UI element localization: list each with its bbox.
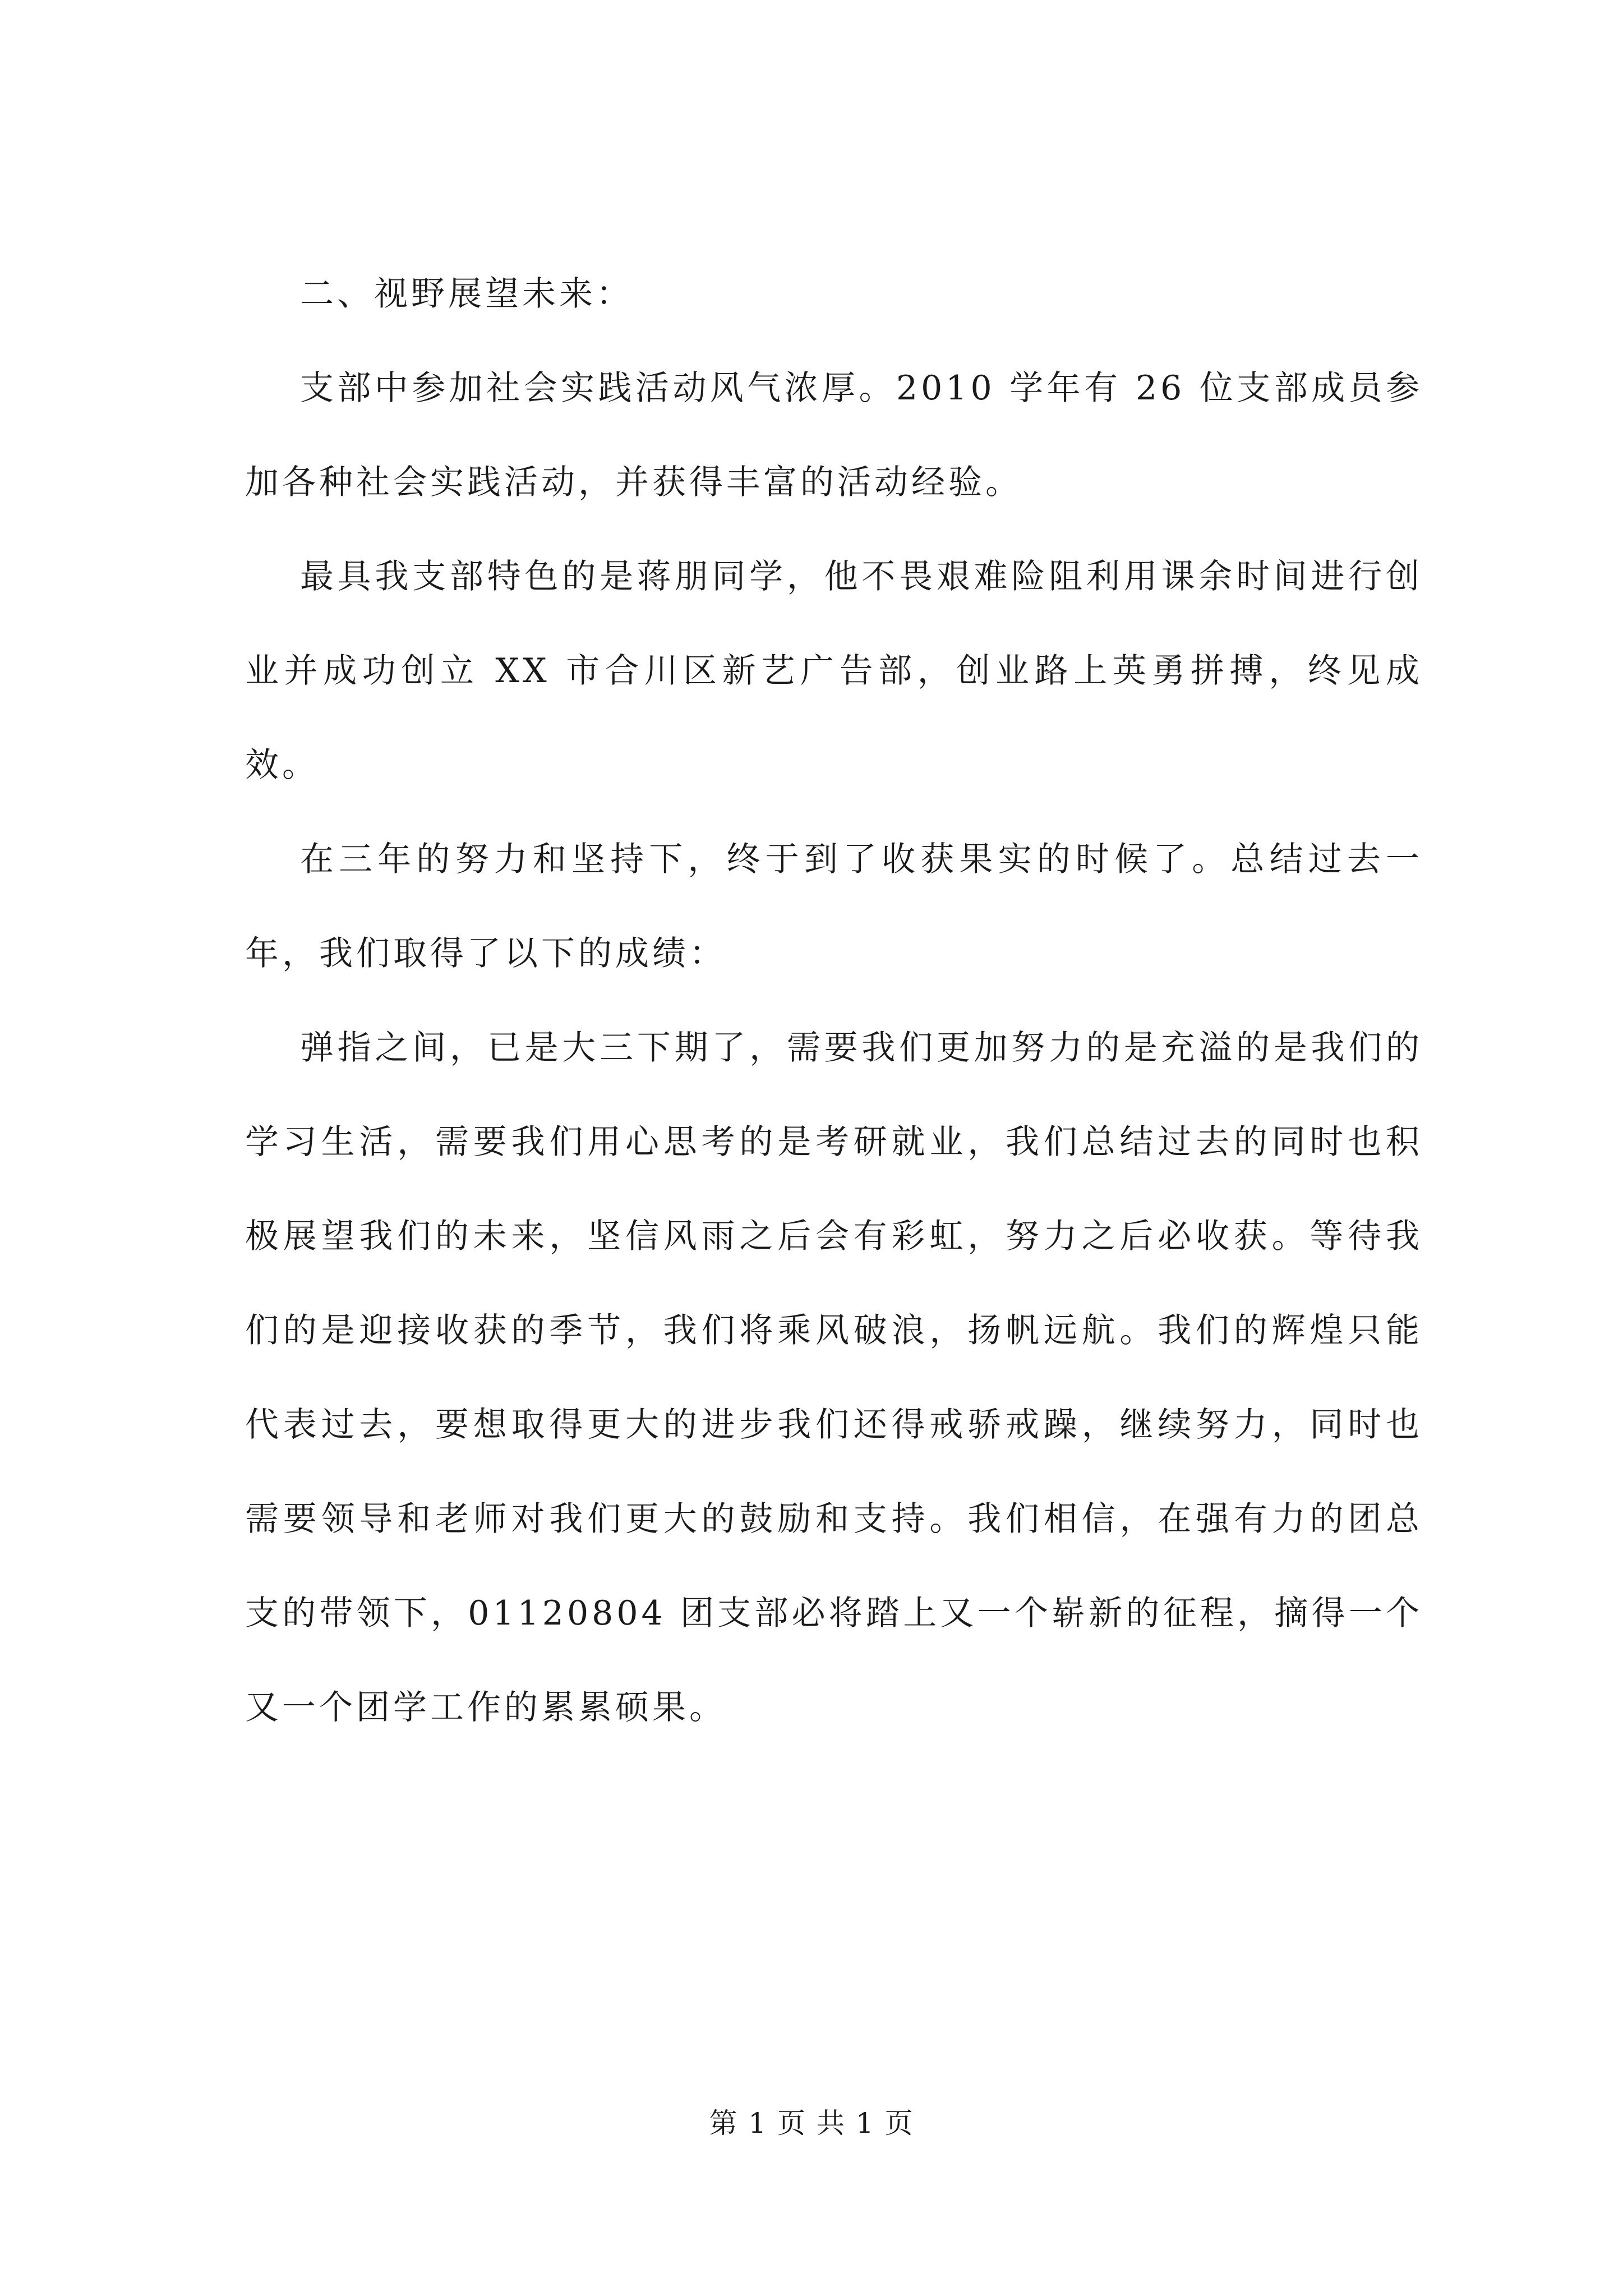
section-heading: 二、视野展望未来： <box>300 274 633 314</box>
document-body <box>245 247 1423 1755</box>
paragraph-outlook: 弹指之间，已是大三下期了，需要我们更加努力的是充溢的是我们的学习生活，需要我们用心思考的是考研就业，我们总结过去的同时也积极展望我们的未来，坚信风雨之后会有彩虹，努力之后必收获。等待我们的是迎接收获的季节，我们将乘风破浪，扬帆远航。我们的辉煌只能代表过去，要想取得更大的进步我们还得戒骄戒躁，继续努力，同时也需要领导和老师对我们更大的鼓励和支持。我们相信，在强有力的团总支的带领下，01120804 团支部必将踏上又一个崭新的征程，摘得一个又一个团学工作的累累硕果。 <box>245 1028 1423 1727</box>
paragraph-achievements-intro: 在三年的努力和坚持下，终于到了收获果实的时候了。总结过去一年，我们取得了以下的成绩： <box>245 840 1423 973</box>
paragraph-social-practice: 支部中参加社会实践活动风气浓厚。2010 学年有 26 位支部成员参加各种社会实践活动，并获得丰富的活动经验。 <box>245 369 1423 502</box>
page-number-footer: 第 1 页 共 1 页 <box>709 2107 914 2139</box>
paragraph-entrepreneurship: 最具我支部特色的是蒋朋同学，他不畏艰难险阻利用课余时间进行创业并成功创立 XX 市合川区新艺广告部，创业路上英勇拼搏，终见成效。 <box>245 557 1423 785</box>
